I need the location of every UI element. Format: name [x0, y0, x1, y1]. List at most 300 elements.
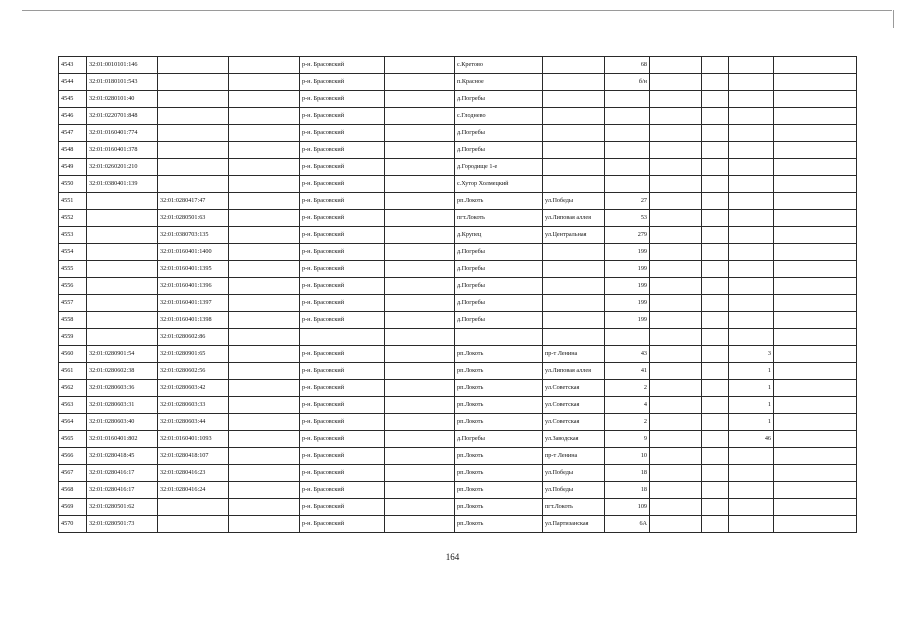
empty-cell: [650, 159, 702, 176]
street-cell: ул.Победы: [543, 482, 605, 499]
parent-cadastral-number-cell: 32:01:0280417:47: [158, 193, 229, 210]
empty-cell: [385, 91, 455, 108]
street-cell: ул.Советская: [543, 397, 605, 414]
empty-cell: [774, 57, 857, 74]
empty-cell: [702, 482, 729, 499]
empty-cell: [702, 516, 729, 533]
empty-cell: [385, 261, 455, 278]
empty-cell: [385, 295, 455, 312]
row-number-cell: 4567: [59, 465, 87, 482]
cadastral-number-cell: [87, 193, 158, 210]
row-number-cell: 4552: [59, 210, 87, 227]
locality-cell: рп.Локоть: [455, 465, 543, 482]
empty-cell: [774, 74, 857, 91]
parent-cadastral-number-cell: [158, 108, 229, 125]
empty-cell: [650, 448, 702, 465]
table-row: [59, 380, 857, 397]
street-cell: пгт.Локоть: [543, 499, 605, 516]
empty-cell: [385, 346, 455, 363]
empty-cell: [702, 159, 729, 176]
house-number-cell: 41: [605, 363, 650, 380]
empty-cell: [229, 176, 300, 193]
empty-cell: [650, 329, 702, 346]
empty-cell: [774, 380, 857, 397]
row-number-cell: 4555: [59, 261, 87, 278]
cadastral-number-cell: 32:01:0160401:378: [87, 142, 158, 159]
empty-cell: [774, 91, 857, 108]
street-cell: [543, 261, 605, 278]
district-cell: р-н. Брасовский: [300, 414, 385, 431]
parent-cadastral-number-cell: [158, 499, 229, 516]
parent-cadastral-number-cell: 32:01:0160401:1398: [158, 312, 229, 329]
district-cell: р-н. Брасовский: [300, 465, 385, 482]
empty-cell: [774, 278, 857, 295]
empty-cell: [229, 482, 300, 499]
cadastral-number-cell: 32:01:0010101:146: [87, 57, 158, 74]
empty-cell: [229, 414, 300, 431]
house-number-cell: [605, 91, 650, 108]
table-row: [59, 57, 857, 74]
empty-cell: [385, 125, 455, 142]
apartment-number-cell: [729, 159, 774, 176]
empty-cell: [774, 482, 857, 499]
empty-cell: [650, 346, 702, 363]
row-number-cell: 4562: [59, 380, 87, 397]
empty-cell: [702, 346, 729, 363]
empty-cell: [229, 397, 300, 414]
empty-cell: [650, 363, 702, 380]
district-cell: р-н. Брасовский: [300, 125, 385, 142]
empty-cell: [229, 380, 300, 397]
cadastral-number-cell: [87, 312, 158, 329]
table-row: [59, 108, 857, 125]
locality-cell: с.Глоднево: [455, 108, 543, 125]
locality-cell: [455, 329, 543, 346]
street-cell: ул.Центральная: [543, 227, 605, 244]
empty-cell: [229, 91, 300, 108]
table-row: [59, 465, 857, 482]
row-number-cell: 4558: [59, 312, 87, 329]
empty-cell: [650, 210, 702, 227]
empty-cell: [702, 431, 729, 448]
apartment-number-cell: 1: [729, 414, 774, 431]
district-cell: р-н. Брасовский: [300, 57, 385, 74]
house-number-cell: [605, 159, 650, 176]
empty-cell: [702, 210, 729, 227]
empty-cell: [385, 193, 455, 210]
district-cell: р-н. Брасовский: [300, 516, 385, 533]
empty-cell: [702, 363, 729, 380]
empty-cell: [702, 74, 729, 91]
street-cell: [543, 91, 605, 108]
empty-cell: [702, 397, 729, 414]
empty-cell: [385, 329, 455, 346]
street-cell: ул.Победы: [543, 193, 605, 210]
row-number-cell: 4564: [59, 414, 87, 431]
property-registry-table: [58, 56, 857, 533]
apartment-number-cell: [729, 278, 774, 295]
locality-cell: рп.Локоть: [455, 516, 543, 533]
locality-cell: д.Погребы: [455, 431, 543, 448]
empty-cell: [650, 261, 702, 278]
empty-cell: [385, 74, 455, 91]
empty-cell: [774, 516, 857, 533]
empty-cell: [774, 176, 857, 193]
district-cell: р-н. Брасовский: [300, 499, 385, 516]
empty-cell: [385, 227, 455, 244]
empty-cell: [774, 346, 857, 363]
apartment-number-cell: [729, 142, 774, 159]
cadastral-number-cell: [87, 261, 158, 278]
row-number-cell: 4549: [59, 159, 87, 176]
row-number-cell: 4550: [59, 176, 87, 193]
empty-cell: [650, 482, 702, 499]
apartment-number-cell: [729, 108, 774, 125]
street-cell: [543, 329, 605, 346]
street-cell: пр-т Ленина: [543, 346, 605, 363]
cadastral-number-cell: [87, 278, 158, 295]
empty-cell: [229, 244, 300, 261]
house-number-cell: [605, 125, 650, 142]
parent-cadastral-number-cell: [158, 176, 229, 193]
apartment-number-cell: [729, 193, 774, 210]
empty-cell: [774, 261, 857, 278]
empty-cell: [774, 397, 857, 414]
empty-cell: [702, 312, 729, 329]
empty-cell: [229, 465, 300, 482]
empty-cell: [385, 431, 455, 448]
apartment-number-cell: [729, 329, 774, 346]
registry-body: [59, 57, 857, 533]
locality-cell: рп.Локоть: [455, 380, 543, 397]
empty-cell: [385, 414, 455, 431]
apartment-number-cell: [729, 516, 774, 533]
district-cell: р-н. Брасовский: [300, 227, 385, 244]
apartment-number-cell: [729, 227, 774, 244]
district-cell: р-н. Брасовский: [300, 176, 385, 193]
house-number-cell: 18: [605, 482, 650, 499]
cadastral-number-cell: 32:01:0380401:139: [87, 176, 158, 193]
empty-cell: [774, 312, 857, 329]
house-number-cell: 43: [605, 346, 650, 363]
apartment-number-cell: [729, 465, 774, 482]
empty-cell: [229, 448, 300, 465]
parent-cadastral-number-cell: 32:01:0280602:56: [158, 363, 229, 380]
empty-cell: [650, 380, 702, 397]
apartment-number-cell: [729, 312, 774, 329]
table-row: [59, 329, 857, 346]
parent-cadastral-number-cell: 32:01:0380703:135: [158, 227, 229, 244]
district-cell: р-н. Брасовский: [300, 91, 385, 108]
street-cell: [543, 57, 605, 74]
district-cell: р-н. Брасовский: [300, 431, 385, 448]
locality-cell: рп.Локоть: [455, 414, 543, 431]
table-row: [59, 176, 857, 193]
empty-cell: [650, 312, 702, 329]
house-number-cell: 199: [605, 295, 650, 312]
row-number-cell: 4553: [59, 227, 87, 244]
apartment-number-cell: [729, 499, 774, 516]
apartment-number-cell: [729, 482, 774, 499]
district-cell: р-н. Брасовский: [300, 261, 385, 278]
apartment-number-cell: [729, 261, 774, 278]
street-cell: [543, 125, 605, 142]
locality-cell: д.Погребы: [455, 91, 543, 108]
parent-cadastral-number-cell: [158, 91, 229, 108]
row-number-cell: 4544: [59, 74, 87, 91]
empty-cell: [229, 108, 300, 125]
row-number-cell: 4561: [59, 363, 87, 380]
empty-cell: [650, 431, 702, 448]
district-cell: р-н. Брасовский: [300, 380, 385, 397]
empty-cell: [650, 176, 702, 193]
district-cell: р-н. Брасовский: [300, 346, 385, 363]
apartment-number-cell: 3: [729, 346, 774, 363]
empty-cell: [385, 159, 455, 176]
cadastral-number-cell: 32:01:0280603:31: [87, 397, 158, 414]
district-cell: р-н. Брасовский: [300, 448, 385, 465]
empty-cell: [650, 278, 702, 295]
cadastral-number-cell: 32:01:0280603:40: [87, 414, 158, 431]
street-cell: [543, 244, 605, 261]
empty-cell: [385, 465, 455, 482]
empty-cell: [774, 363, 857, 380]
empty-cell: [229, 74, 300, 91]
house-number-cell: 4: [605, 397, 650, 414]
locality-cell: п.Красное: [455, 74, 543, 91]
row-number-cell: 4569: [59, 499, 87, 516]
street-cell: ул.Липовая аллея: [543, 363, 605, 380]
street-cell: [543, 312, 605, 329]
empty-cell: [229, 57, 300, 74]
empty-cell: [229, 312, 300, 329]
locality-cell: с.Хутор Холмецкий: [455, 176, 543, 193]
empty-cell: [774, 499, 857, 516]
empty-cell: [229, 363, 300, 380]
table-row: [59, 91, 857, 108]
empty-cell: [650, 57, 702, 74]
apartment-number-cell: 46: [729, 431, 774, 448]
house-number-cell: 199: [605, 278, 650, 295]
empty-cell: [385, 312, 455, 329]
row-number-cell: 4565: [59, 431, 87, 448]
locality-cell: д.Погребы: [455, 142, 543, 159]
empty-cell: [650, 227, 702, 244]
district-cell: р-н. Брасовский: [300, 74, 385, 91]
district-cell: р-н. Брасовский: [300, 295, 385, 312]
empty-cell: [774, 227, 857, 244]
empty-cell: [774, 125, 857, 142]
empty-cell: [650, 397, 702, 414]
district-cell: р-н. Брасовский: [300, 244, 385, 261]
table-row: [59, 227, 857, 244]
row-number-cell: 4546: [59, 108, 87, 125]
empty-cell: [229, 210, 300, 227]
locality-cell: с.Кретово: [455, 57, 543, 74]
empty-cell: [774, 295, 857, 312]
house-number-cell: 27: [605, 193, 650, 210]
house-number-cell: 199: [605, 244, 650, 261]
house-number-cell: б/н: [605, 74, 650, 91]
row-number-cell: 4543: [59, 57, 87, 74]
district-cell: р-н. Брасовский: [300, 278, 385, 295]
house-number-cell: 199: [605, 261, 650, 278]
house-number-cell: [605, 176, 650, 193]
table-row: [59, 363, 857, 380]
street-cell: ул.Липовая аллея: [543, 210, 605, 227]
parent-cadastral-number-cell: 32:01:0160401:1396: [158, 278, 229, 295]
locality-cell: д.Городище 1-е: [455, 159, 543, 176]
empty-cell: [385, 397, 455, 414]
table-row: [59, 74, 857, 91]
house-number-cell: 109: [605, 499, 650, 516]
district-cell: [300, 329, 385, 346]
parent-cadastral-number-cell: [158, 159, 229, 176]
table-row: [59, 278, 857, 295]
empty-cell: [229, 159, 300, 176]
empty-cell: [702, 465, 729, 482]
cadastral-number-cell: 32:01:0280501:73: [87, 516, 158, 533]
apartment-number-cell: [729, 125, 774, 142]
parent-cadastral-number-cell: 32:01:0280416:23: [158, 465, 229, 482]
house-number-cell: 53: [605, 210, 650, 227]
locality-cell: д.Погребы: [455, 278, 543, 295]
cadastral-number-cell: 32:01:0280501:62: [87, 499, 158, 516]
table-row: [59, 414, 857, 431]
row-number-cell: 4545: [59, 91, 87, 108]
district-cell: р-н. Брасовский: [300, 363, 385, 380]
table-row: [59, 193, 857, 210]
parent-cadastral-number-cell: 32:01:0280602:86: [158, 329, 229, 346]
cadastral-number-cell: [87, 227, 158, 244]
empty-cell: [385, 278, 455, 295]
district-cell: р-н. Брасовский: [300, 108, 385, 125]
district-cell: р-н. Брасовский: [300, 210, 385, 227]
locality-cell: д.Погребы: [455, 295, 543, 312]
empty-cell: [229, 142, 300, 159]
row-number-cell: 4570: [59, 516, 87, 533]
row-number-cell: 4559: [59, 329, 87, 346]
empty-cell: [229, 193, 300, 210]
scan-top-border: [22, 10, 892, 11]
empty-cell: [229, 295, 300, 312]
empty-cell: [702, 499, 729, 516]
table-row: [59, 482, 857, 499]
empty-cell: [385, 244, 455, 261]
street-cell: ул.Советская: [543, 380, 605, 397]
empty-cell: [702, 193, 729, 210]
table-row: [59, 210, 857, 227]
empty-cell: [702, 57, 729, 74]
empty-cell: [229, 329, 300, 346]
empty-cell: [385, 108, 455, 125]
district-cell: р-н. Брасовский: [300, 397, 385, 414]
cadastral-number-cell: [87, 210, 158, 227]
parent-cadastral-number-cell: 32:01:0160401:1400: [158, 244, 229, 261]
empty-cell: [702, 244, 729, 261]
row-number-cell: 4563: [59, 397, 87, 414]
locality-cell: д.Погребы: [455, 125, 543, 142]
empty-cell: [702, 414, 729, 431]
apartment-number-cell: [729, 210, 774, 227]
district-cell: р-н. Брасовский: [300, 159, 385, 176]
row-number-cell: 4547: [59, 125, 87, 142]
locality-cell: рп.Локоть: [455, 363, 543, 380]
empty-cell: [702, 261, 729, 278]
apartment-number-cell: 1: [729, 380, 774, 397]
empty-cell: [385, 499, 455, 516]
empty-cell: [385, 176, 455, 193]
empty-cell: [385, 516, 455, 533]
apartment-number-cell: [729, 176, 774, 193]
locality-cell: д.Крупец: [455, 227, 543, 244]
apartment-number-cell: [729, 448, 774, 465]
empty-cell: [774, 159, 857, 176]
empty-cell: [650, 108, 702, 125]
street-cell: ул.Победы: [543, 465, 605, 482]
empty-cell: [702, 448, 729, 465]
empty-cell: [702, 142, 729, 159]
locality-cell: рп.Локоть: [455, 482, 543, 499]
cadastral-number-cell: 32:01:0160401:774: [87, 125, 158, 142]
house-number-cell: [605, 108, 650, 125]
table-row: [59, 159, 857, 176]
house-number-cell: 9: [605, 431, 650, 448]
parent-cadastral-number-cell: 32:01:0280603:42: [158, 380, 229, 397]
cadastral-number-cell: 32:01:0260201:210: [87, 159, 158, 176]
cadastral-number-cell: 32:01:0280101:40: [87, 91, 158, 108]
parent-cadastral-number-cell: 32:01:0280418:107: [158, 448, 229, 465]
street-cell: [543, 278, 605, 295]
district-cell: р-н. Брасовский: [300, 482, 385, 499]
empty-cell: [774, 448, 857, 465]
row-number-cell: 4554: [59, 244, 87, 261]
house-number-cell: [605, 142, 650, 159]
house-number-cell: 2: [605, 414, 650, 431]
locality-cell: пгт.Локоть: [455, 210, 543, 227]
empty-cell: [650, 465, 702, 482]
empty-cell: [774, 108, 857, 125]
apartment-number-cell: [729, 91, 774, 108]
row-number-cell: 4560: [59, 346, 87, 363]
street-cell: ул.Советская: [543, 414, 605, 431]
parent-cadastral-number-cell: 32:01:0280603:33: [158, 397, 229, 414]
apartment-number-cell: [729, 244, 774, 261]
parent-cadastral-number-cell: [158, 74, 229, 91]
empty-cell: [650, 125, 702, 142]
cadastral-number-cell: [87, 295, 158, 312]
row-number-cell: 4557: [59, 295, 87, 312]
street-cell: [543, 176, 605, 193]
street-cell: [543, 142, 605, 159]
parent-cadastral-number-cell: [158, 142, 229, 159]
empty-cell: [385, 448, 455, 465]
house-number-cell: 199: [605, 312, 650, 329]
empty-cell: [702, 227, 729, 244]
table-row: [59, 142, 857, 159]
empty-cell: [229, 125, 300, 142]
street-cell: [543, 74, 605, 91]
table-row: [59, 516, 857, 533]
table-row: [59, 499, 857, 516]
cadastral-number-cell: 32:01:0280416:17: [87, 465, 158, 482]
empty-cell: [385, 363, 455, 380]
apartment-number-cell: 1: [729, 397, 774, 414]
empty-cell: [650, 74, 702, 91]
table-row: [59, 346, 857, 363]
empty-cell: [229, 499, 300, 516]
scan-right-border: [893, 10, 894, 28]
